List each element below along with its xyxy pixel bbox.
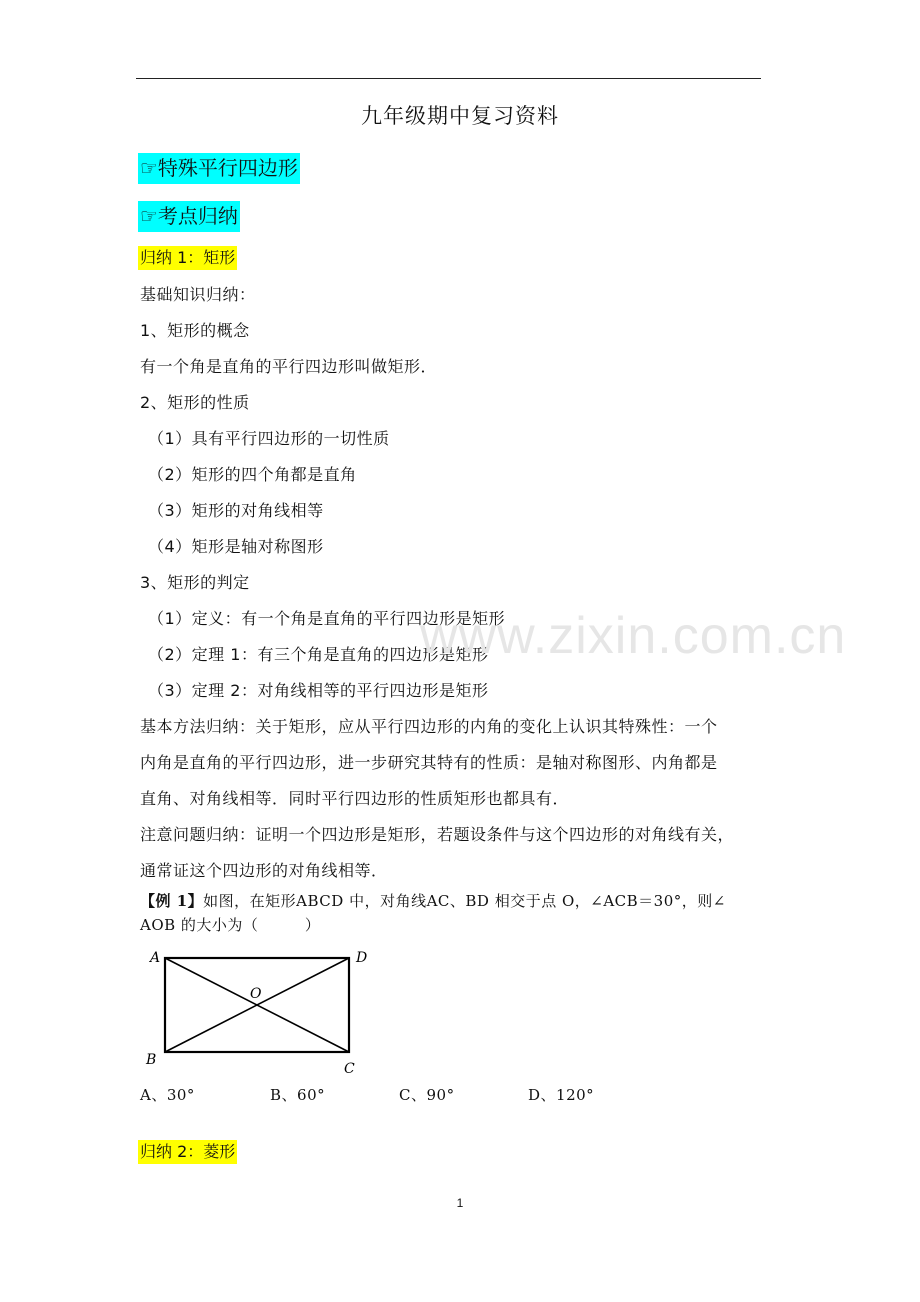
page-number: 1: [456, 1196, 464, 1210]
concept-title: 1、矩形的概念: [140, 321, 250, 340]
property-item: （2）矩形的四个角都是直角: [148, 465, 357, 484]
center-label-o: O: [250, 986, 262, 1002]
vertex-label-c: C: [344, 1061, 355, 1077]
option-b: B、60°: [270, 1086, 326, 1104]
judgement-item: （3）定理 2：对角线相等的平行四边形是矩形: [148, 681, 489, 700]
method-summary-line: 基本方法归纳：关于矩形，应从平行四边形的内角的变化上认识其特殊性：一个: [140, 717, 718, 736]
vertex-label-d: D: [356, 950, 368, 966]
watermark: www.zixin.com.cn: [420, 607, 847, 665]
note-summary-line: 注意问题归纳：证明一个四边形是矩形，若题设条件与这个四边形的对角线有关，: [140, 825, 735, 844]
properties-title: 2、矩形的性质: [140, 393, 250, 412]
option-c: C、90°: [399, 1086, 455, 1104]
example-1-label: 【例 1】: [140, 892, 204, 910]
example-1-line1: 如图，在矩形ABCD 中，对角线AC、BD 相交于点 O，∠ACB＝30°，则∠: [203, 892, 726, 910]
basic-knowledge-heading: 基础知识归纳：: [140, 285, 256, 304]
note-summary-line: 通常证这个四边形的对角线相等．: [140, 861, 388, 880]
method-summary-line: 直角、对角线相等．同时平行四边形的性质矩形也都具有．: [140, 789, 570, 808]
example-1-question: [140, 890, 726, 912]
judgement-item: （1）定义：有一个角是直角的平行四边形是矩形: [148, 609, 506, 628]
property-item: （1）具有平行四边形的一切性质: [148, 429, 390, 448]
property-item: （4）矩形是轴对称图形: [148, 537, 324, 556]
section-label-rhombus: 归纳 2：菱形: [138, 1140, 237, 1164]
section-label-rectangle: 归纳 1：矩形: [138, 246, 237, 270]
judgement-title: 3、矩形的判定: [140, 573, 250, 592]
concept-text: 有一个角是直角的平行四边形叫做矩形．: [140, 357, 438, 376]
heading-special-parallelograms: ☞特殊平行四边形: [138, 153, 300, 184]
vertex-label-b: B: [146, 1052, 157, 1068]
rectangle-figure: [140, 942, 380, 1082]
heading-key-points: ☞考点归纳: [138, 201, 240, 232]
method-summary-line: 内角是直角的平行四边形，进一步研究其特有的性质：是轴对称图形、内角都是: [140, 753, 718, 772]
page-title: 九年级期中复习资料: [361, 104, 559, 128]
example-1-line2: AOB 的大小为（ ）: [140, 916, 321, 934]
option-a: A、30°: [140, 1086, 195, 1104]
option-d: D、120°: [528, 1086, 595, 1104]
judgement-item: （2）定理 1：有三个角是直角的四边形是矩形: [148, 645, 489, 664]
property-item: （3）矩形的对角线相等: [148, 501, 324, 520]
header-rule: [136, 78, 761, 79]
vertex-label-a: A: [150, 950, 161, 966]
